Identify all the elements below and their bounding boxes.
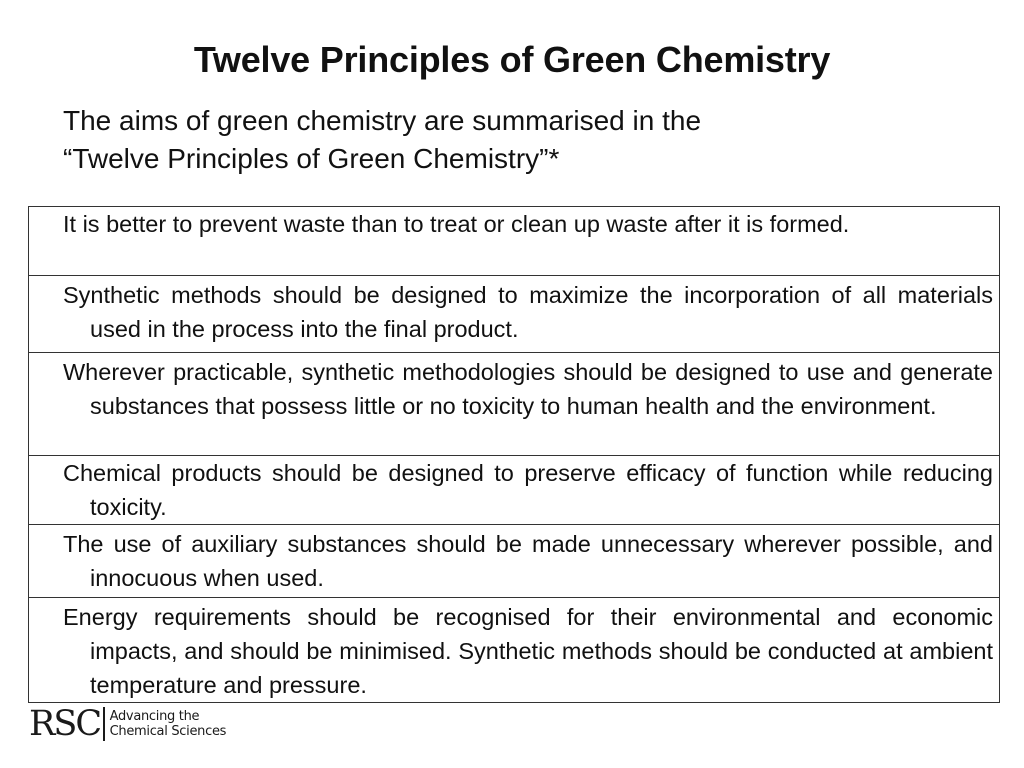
intro-line-1: The aims of green chemistry are summarised in the xyxy=(63,105,702,136)
slide-title: Twelve Principles of Green Chemistry xyxy=(193,39,831,80)
table-cell xyxy=(29,456,1000,525)
principle-3-text: Wherever practicable, synthetic methodologies should be designed to use and generate substances that possess little or no toxicity to human health and the environment. xyxy=(63,359,993,419)
rsc-logo xyxy=(29,704,226,744)
principle-4-text: Chemical products should be designed to preserve efficacy of function while reducing toxicity. xyxy=(63,460,993,520)
table-row xyxy=(29,598,1000,703)
principle-1-text: It is better to prevent waste than to treat or clean up waste after it is formed. xyxy=(63,211,850,237)
rsc-tagline-line-2: Chemical Sciences xyxy=(109,724,227,739)
table-row xyxy=(29,525,1000,598)
table-row xyxy=(29,456,1000,525)
table-cell xyxy=(29,525,1000,598)
principle-6-text: Energy requirements should be recognised for their environmental and economic impacts, and should be minimised. Synthetic methods should be conducted at ambient temperature and pressure. xyxy=(63,604,993,698)
principles-table xyxy=(28,206,1000,703)
table-cell xyxy=(29,207,1000,276)
principle-5-text: The use of auxiliary substances should be made unnecessary wherever possible, and innocuous when used. xyxy=(63,531,993,591)
intro-text xyxy=(63,102,963,178)
table-cell xyxy=(29,276,1000,353)
table-cell xyxy=(29,598,1000,703)
intro-line-2: “Twelve Principles of Green Chemistry”* xyxy=(63,143,560,174)
principle-2-text: Synthetic methods should be designed to maximize the incorporation of all materials used in the process into the final product. xyxy=(63,282,993,342)
rsc-logo-divider xyxy=(103,707,105,741)
rsc-logo-tagline xyxy=(110,709,227,739)
table-row xyxy=(29,353,1000,456)
table-cell xyxy=(29,353,1000,456)
table-row xyxy=(29,276,1000,353)
rsc-tagline-line-1: Advancing the xyxy=(109,709,200,724)
table-row xyxy=(29,207,1000,276)
rsc-logo-mark: RSC xyxy=(29,704,101,744)
